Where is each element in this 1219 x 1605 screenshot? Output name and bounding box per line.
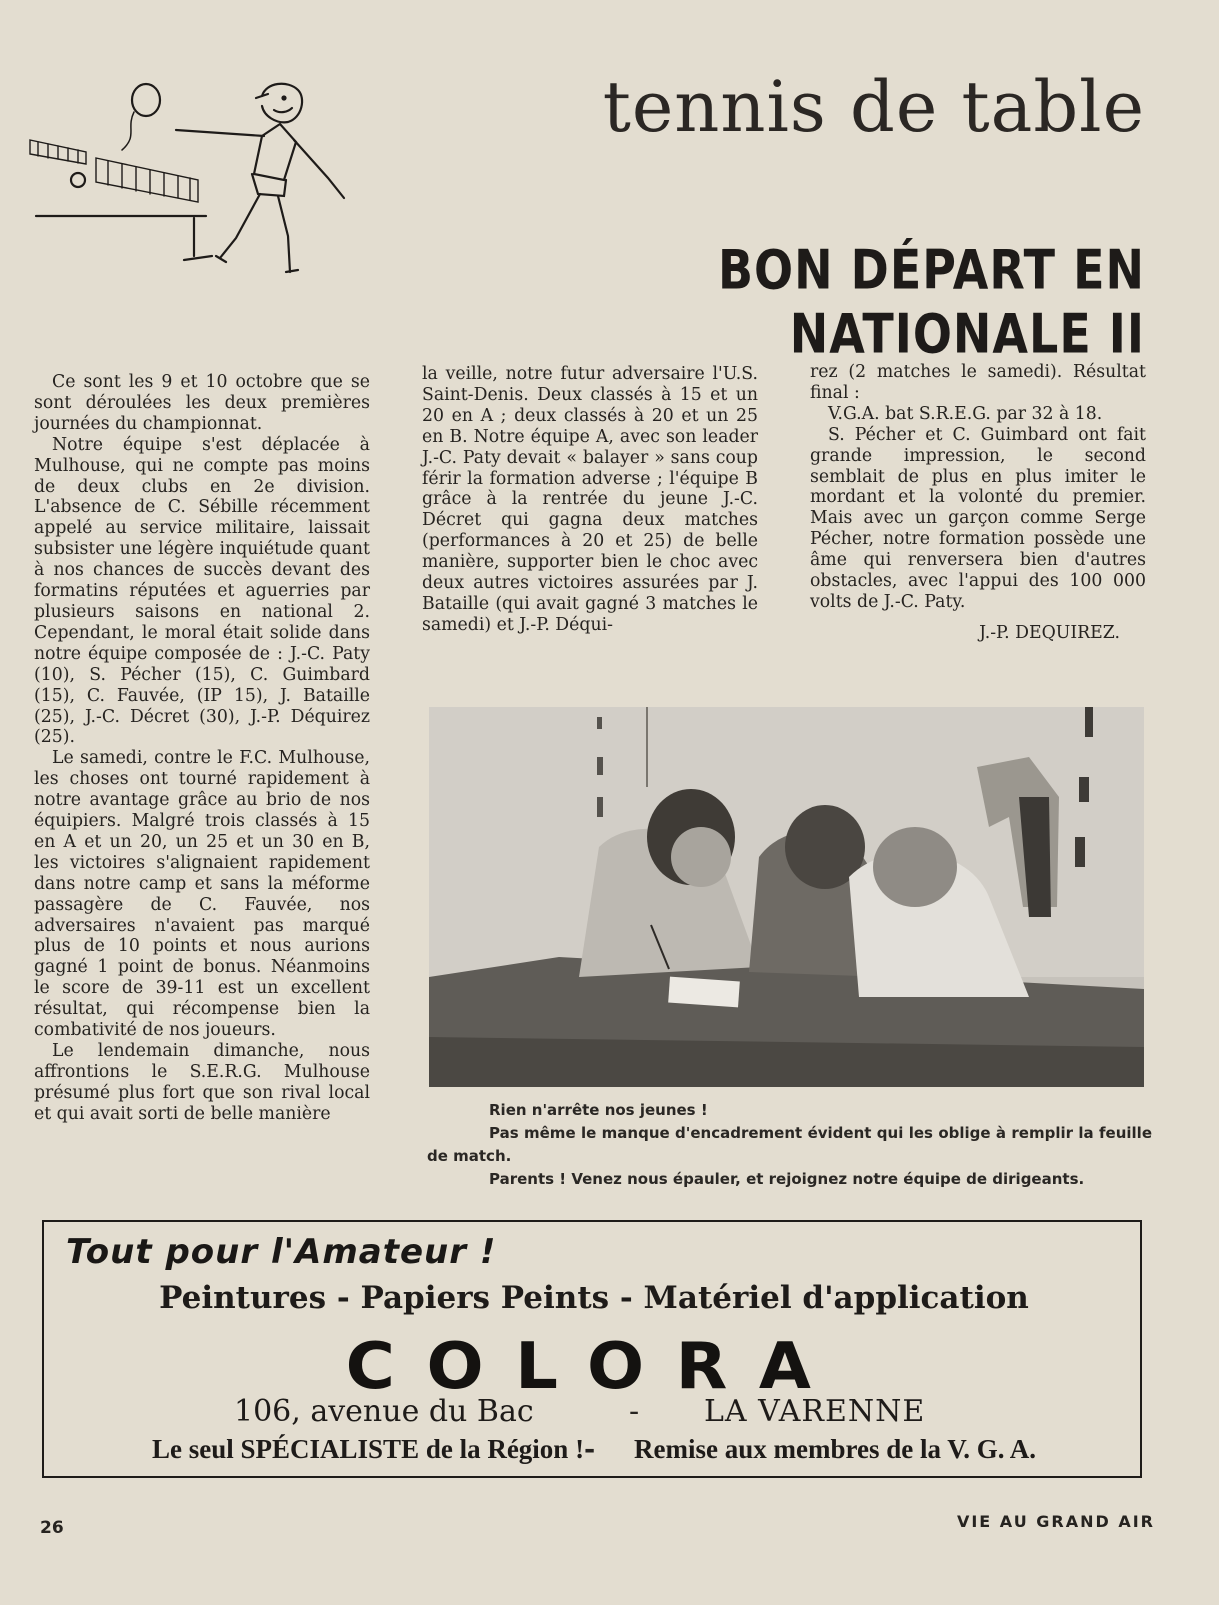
ad-discount: Remise aux membres de la V. G. A. [634,1434,1036,1464]
author-signature: J.-P. DEQUIREZ. [979,622,1120,643]
photo-caption [427,1099,1152,1191]
ad-products: Peintures - Papiers Peints - Matériel d'application [159,1280,1029,1316]
magazine-name: VIE AU GRAND AIR [956,1512,1155,1531]
ad-specialist-claim: Le seul SPÉCIALISTE de la Région ! [152,1434,585,1464]
colora-advertisement [42,1220,1142,1478]
article-column-3 [810,362,1146,644]
page-number: 26 [40,1518,64,1538]
ad-separator: - [629,1394,640,1429]
paragraph: S. Pécher et C. Guimbard ont fait grande impression, le second semblait de plus en plus imiter le mordant et la volonté du premier. Mais avec un garçon comme Serge Pécher, notre formation possède une âme qui renversera bien d'autres obstacles, avec l'appui des 100 000 volts de J.-C. Paty. [810,424,1146,612]
section-title: tennis de table [602,66,1145,148]
photo-young-players [429,707,1144,1087]
paragraph: Le lendemain dimanche, nous affrontions le S.E.R.G. Mulhouse présumé plus fort que son rival local et qui avait sorti de belle manière [34,1041,370,1124]
ad-city: LA VARENNE [704,1394,926,1429]
caption-line: Rien n'arrête nos jeunes ! [489,1101,708,1119]
paragraph: rez (2 matches le samedi). Résultat final : [810,362,1146,403]
caption-line: Pas même le manque d'encadrement évident qui les oblige à remplir la feuille de match. [427,1124,1152,1165]
player-arm-free [294,140,344,198]
net [30,140,198,202]
article-column-1 [34,372,370,1125]
player-head [262,84,302,123]
ad-slogan: Tout pour l'Amateur ! [66,1232,497,1272]
player-arm [176,130,264,136]
caption-line: Parents ! Venez nous épauler, et rejoignez notre équipe de dirigeants. [489,1170,1085,1188]
paragraph: Notre équipe s'est déplacée à Mulhouse, qui ne compte pas moins de deux clubs en 2e division. L'absence de C. Sébille récemment appelé au service militaire, laissait subsister une légère inquiétude quant à nos chances de succès devant des formatins réputées et aguerries par plusieurs saisons en national 2. Cependant, le moral était solide dans notre équipe composée de : J.-C. Paty (10), S. Pécher (15), C. Guimbard (15), C. Fauvée, (IP 15), J. Bataille (25), J.-C. Décret (30), J.-P. Déquirez (25). [34,434,370,748]
ad-address: 106, avenue du Bac [234,1394,534,1429]
ad-separator: - [584,1434,596,1465]
headline: BON DÉPART EN NATIONALE II [717,238,1145,366]
ball-icon [71,173,85,187]
article-column-2 [422,364,758,636]
paragraph: V.G.A. bat S.R.E.G. par 32 à 18. [828,403,1103,424]
player-leg [220,194,260,258]
player-torso [254,124,296,180]
table-leg-foot [184,256,212,260]
paragraph: Ce sont les 9 et 10 octobre que se sont déroulées les deux premières journées du championnat. [34,372,370,434]
paragraph: Le samedi, contre le F.C. Mulhouse, les choses ont tourné rapidement à notre avantage grâce au brio de nos équipiers. Malgré trois classés à 15 en A et un 20, un 25 et un 30 en B, les victoires s'alignaient rapidement dans notre camp et sans la méforme passagère de C. Fauvée, nos adversaires n'avaient pas marqué plus de 10 points et nous aurions gagné 1 point de bonus. Néanmoins le score de 39-11 est un excellent résultat, qui récompense bien la combativité de nos joueurs. [34,748,370,1041]
ad-brand-name: COLORA [345,1330,843,1404]
paddle-icon [132,84,160,116]
ping-pong-player-illustration [26,78,361,283]
paragraph: la veille, notre futur adversaire l'U.S. Saint-Denis. Deux classés à 15 et un 20 en A ; deux classés à 20 et un 25 en B. Notre équipe A, avec son leader J.-C. Paty devait « balayer » sans coup férir la formation adverse ; l'équipe B grâce à la rentrée du jeune J.-C. Décret qui gagna deux matches (performances à 20 et 25) de belle manière, supporter bien le choc avec deux autres victoires assurées par J. Bataille (qui avait gagné 3 matches le samedi) et J.-P. Déqui- [422,364,758,635]
